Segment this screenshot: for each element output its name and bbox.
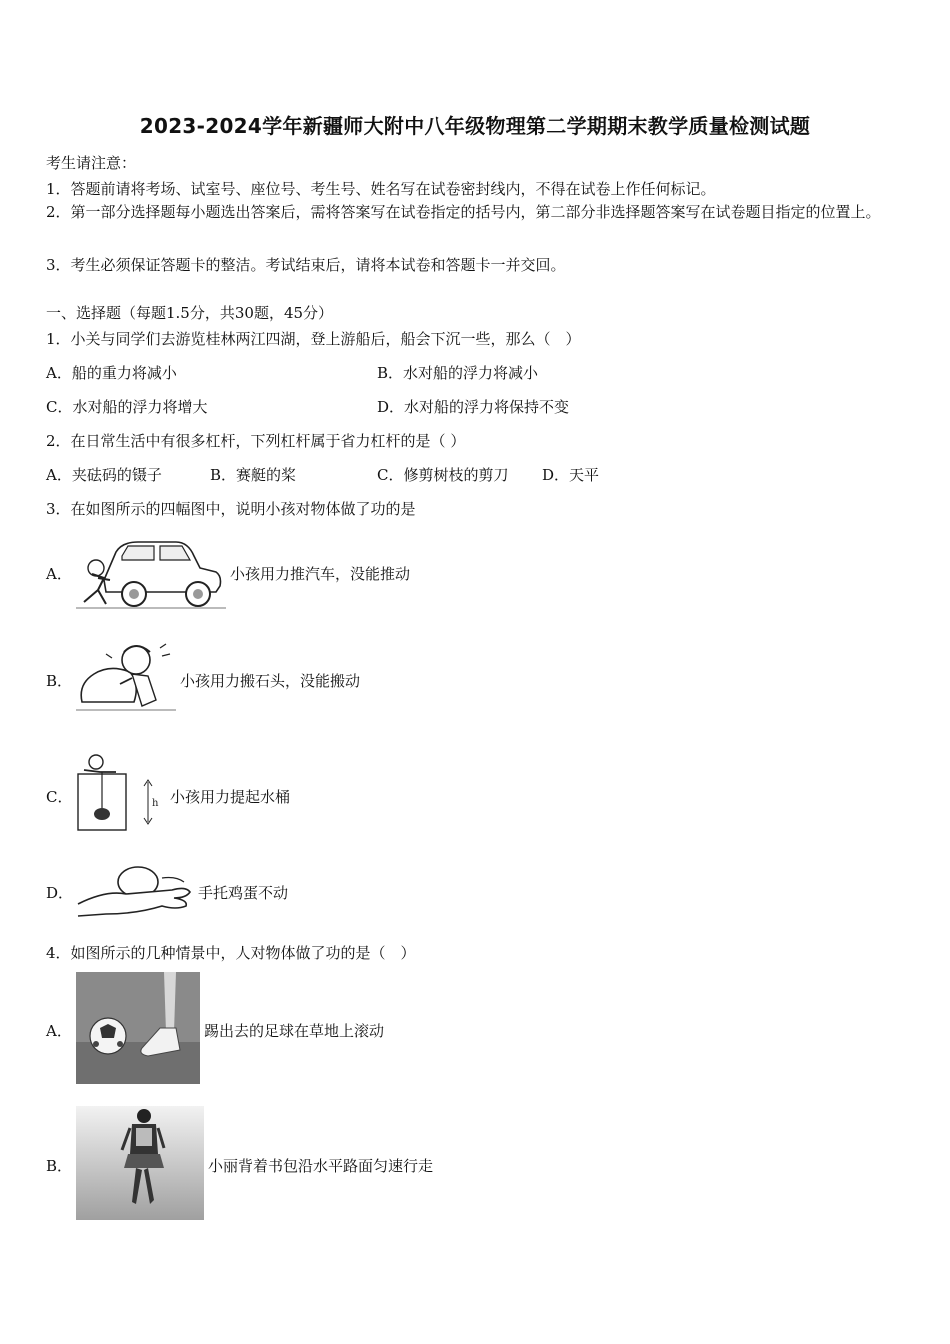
question-3-option-c [46, 752, 290, 840]
notice-item-2: 2．第一部分选择题每小题选出答案后，需将答案写在试卷指定的括号内，第二部分非选择题答案写在试卷题目指定的位置上。 [46, 203, 881, 221]
question-2-option-c: C．修剪树枝的剪刀 [377, 466, 509, 484]
question-4-stem: 4．如图所示的几种情景中，人对物体做了功的是（ ） [46, 944, 416, 962]
option-letter: B． [46, 1156, 73, 1175]
option-caption: 小孩用力提起水桶 [170, 787, 291, 806]
option-caption: 手托鸡蛋不动 [198, 883, 289, 902]
question-2-option-b: B．赛艇的桨 [210, 466, 297, 484]
notice-item-1: 1．答题前请将考场、试室号、座位号、考生号、姓名写在试卷密封线内，不得在试卷上作任何标记。 [46, 180, 716, 198]
question-2-stem: 2．在日常生活中有很多杠杆，下列杠杆属于省力杠杆的是（ ） [46, 432, 466, 450]
question-1-option-a: A．船的重力将减小 [46, 364, 177, 382]
option-letter: A． [46, 1021, 72, 1040]
question-2-option-d: D．天平 [542, 466, 600, 484]
child-pushing-car-illustration [76, 530, 226, 616]
option-caption: 小孩用力搬石头，没能搬动 [180, 671, 361, 690]
question-4-option-b [46, 1106, 433, 1224]
question-1-stem: 1．小关与同学们去游览桂林两江四湖，登上游船后，船会下沉一些，那么（ ） [46, 330, 581, 348]
option-letter: D． [46, 883, 74, 902]
question-3-stem: 3．在如图所示的四幅图中，说明小孩对物体做了功的是 [46, 500, 416, 518]
question-3-option-d [46, 860, 288, 924]
question-3-option-b [46, 640, 360, 720]
section-heading: 一、选择题（每题1.5分，共30题，45分） [46, 304, 334, 322]
svg-text:h: h [152, 798, 159, 809]
notice-item-3: 3．考生必须保证答题卡的整洁。考试结束后，请将本试卷和答题卡一并交回。 [46, 256, 566, 274]
question-1-option-b: B．水对船的浮力将减小 [377, 364, 539, 382]
option-letter: B． [46, 671, 73, 690]
option-caption: 踢出去的足球在草地上滚动 [204, 1021, 385, 1040]
child-lifting-bucket-illustration [76, 752, 166, 840]
kicked-football-photo [76, 972, 200, 1088]
question-4-option-a [46, 972, 384, 1088]
page-title: 2023-2024学年新疆师大附中八年级物理第二学期期末教学质量检测试题 [139, 114, 811, 138]
option-letter: A． [46, 564, 72, 583]
question-3-option-a [46, 530, 410, 616]
question-1-option-d: D．水对船的浮力将保持不变 [377, 398, 570, 416]
option-caption: 小孩用力推汽车，没能推动 [230, 564, 411, 583]
question-1-option-c: C．水对船的浮力将增大 [46, 398, 208, 416]
hand-holding-egg-illustration [76, 860, 194, 924]
option-caption: 小丽背着书包沿水平路面匀速行走 [208, 1156, 434, 1175]
question-2-option-a: A．夹砝码的镊子 [46, 466, 162, 484]
notice-heading: 考生请注意： [46, 154, 137, 172]
option-letter: C． [46, 787, 73, 806]
child-lifting-stone-illustration [76, 640, 176, 720]
girl-walking-with-schoolbag-photo [76, 1106, 204, 1224]
